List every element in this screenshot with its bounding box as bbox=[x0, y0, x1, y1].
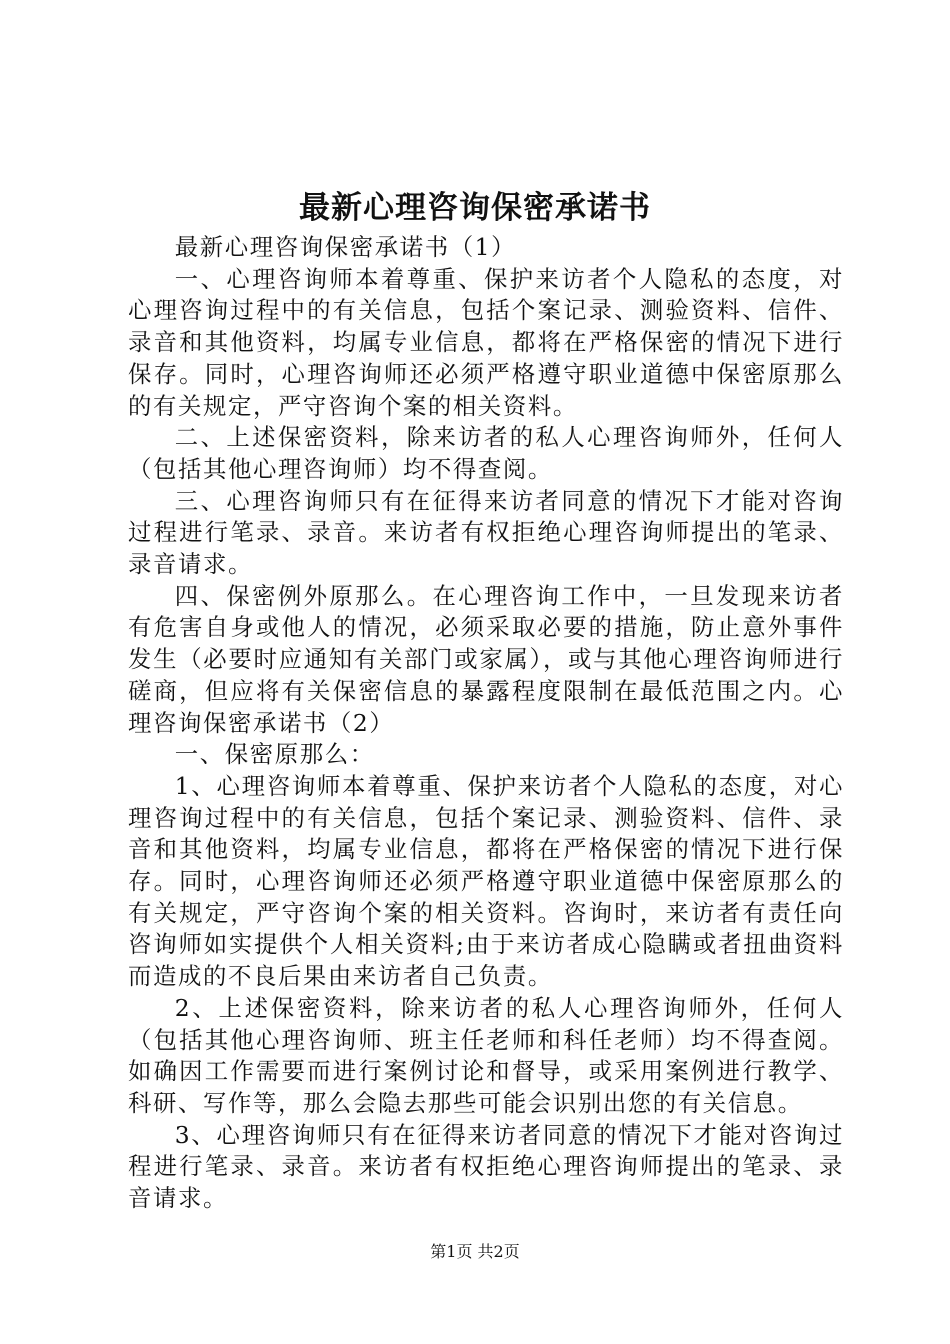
body-paragraph: 四、保密例外原那么。在心理咨询工作中，一旦发现来访者有危害自身或他人的情况，必须采取必要的措施，防止意外事件发生（必要时应通知有关部门或家属），或与其他心理咨询师进行磋商，但应将有关保密信息的暴露程度限制在最低范围之内。心理咨询保密承诺书（2） bbox=[128, 581, 844, 737]
body-paragraph: 二、上述保密资料，除来访者的私人心理咨询师外，任何人（包括其他心理咨询师）均不得查阅。 bbox=[128, 423, 844, 483]
body-paragraph: 2、上述保密资料，除来访者的私人心理咨询师外，任何人（包括其他心理咨询师、班主任老师和科任老师）均不得查阅。如确因工作需要而进行案例讨论和督导，或采用案例进行教学、科研、写作等，那么会隐去那些可能会识别出您的有关信息。 bbox=[128, 993, 844, 1117]
subtitle-paragraph: 最新心理咨询保密承诺书（1） bbox=[174, 233, 517, 261]
body-paragraph: 一、心理咨询师本着尊重、保护来访者个人隐私的态度，对心理咨询过程中的有关信息，包括个案记录、测验资料、信件、录音和其他资料，均属专业信息，都将在严格保密的情况下进行保存。同时，心理咨询师还必须严格遵守职业道德中保密原那么的有关规定，严守咨询个案的相关资料。 bbox=[128, 264, 844, 420]
page-footer: 第1页 共2页 bbox=[430, 1242, 520, 1261]
document-body bbox=[128, 232, 844, 1215]
section-heading: 一、保密原那么： bbox=[174, 740, 375, 769]
body-paragraph: 三、心理咨询师只有在征得来访者同意的情况下才能对咨询过程进行笔录、录音。来访者有权拒绝心理咨询师提出的笔录、录音请求。 bbox=[128, 486, 844, 579]
body-paragraph: 1、心理咨询师本着尊重、保护来访者个人隐私的态度，对心理咨询过程中的有关信息，包括个案记录、测验资料、信件、录音和其他资料，均属专业信息，都将在严格保密的情况下进行保存。同时，心理咨询师还必须严格遵守职业道德中保密原那么的有关规定，严守咨询个案的相关资料。咨询时，来访者有责任向咨询师如实提供个人相关资料;由于来访者成心隐瞒或者扭曲资料而造成的不良后果由来访者自己负责。 bbox=[128, 771, 844, 991]
document-title: 最新心理咨询保密承诺书 bbox=[299, 190, 651, 226]
body-paragraph: 3、心理咨询师只有在征得来访者同意的情况下才能对咨询过程进行笔录、录音。来访者有权拒绝心理咨询师提出的笔录、录音请求。 bbox=[128, 1120, 844, 1213]
